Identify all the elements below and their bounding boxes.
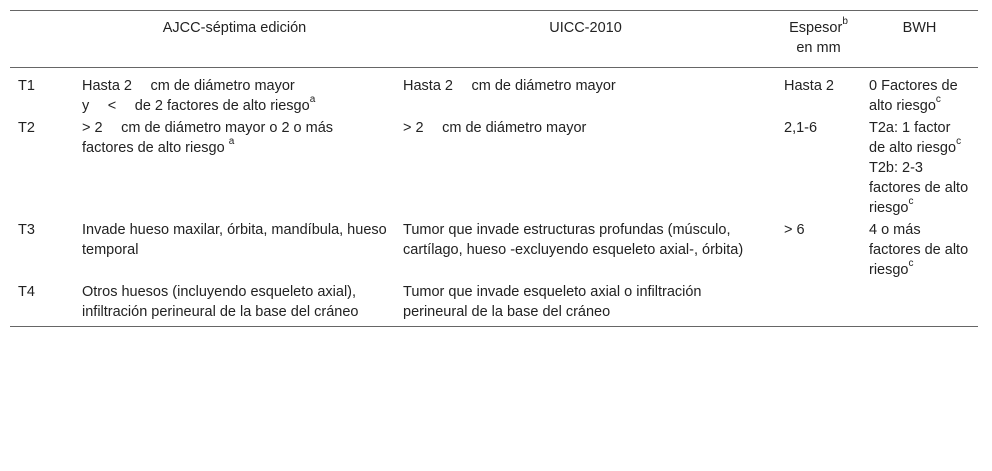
uicc-cell: > 2 cm de diámetro mayor: [403, 120, 587, 136]
bwh-text: 4 o más factores de alto riesgo: [869, 222, 969, 278]
bwh-cell: [861, 280, 978, 327]
header-ajcc: AJCC-séptima edición: [162, 20, 307, 36]
espesor-cell: 2,1-6: [784, 120, 818, 136]
bwh-cell: [861, 68, 978, 117]
bwh-text: T2b: 2-3 factores de alto riesgo: [869, 160, 969, 216]
footnote-marker: c: [935, 94, 941, 106]
espesor-cell: [776, 280, 861, 327]
ajcc-cell: [74, 116, 395, 218]
uicc-cell: Tumor que invade esqueleto axial o infiltración perineural de la base del cráneo: [403, 284, 702, 320]
header-row: [10, 11, 978, 68]
uicc-cell: Tumor que invade estructuras profundas (músculo, cartílago, hueso -excluyendo esqueleto axial-, órbita): [403, 222, 744, 258]
uicc-cell: Hasta 2 cm de diámetro mayor: [403, 78, 616, 94]
ajcc-cell: [74, 68, 395, 117]
stage-cell: T3: [18, 222, 35, 238]
espesor-cell: > 6: [784, 222, 805, 238]
bwh-t2b: [869, 158, 970, 218]
table-row: [10, 116, 978, 218]
footnote-marker: a: [309, 94, 316, 106]
table-row: [10, 280, 978, 327]
header-espesor-unit: en mm: [796, 40, 841, 56]
bwh-cell: [861, 218, 978, 280]
ajcc-cell: Invade hueso maxilar, órbita, mandíbula, hueso temporal: [82, 222, 387, 258]
footnote-marker: c: [956, 136, 962, 148]
stage-cell: T4: [18, 284, 35, 300]
header-espesor-footnote: b: [842, 16, 848, 28]
footnote-marker: c: [908, 196, 914, 208]
staging-table: [10, 10, 978, 327]
bwh-t2a: [869, 118, 970, 158]
table-row: [10, 68, 978, 117]
ajcc-text: y < de 2 factores de alto riesgo: [82, 98, 310, 114]
bwh-cell: [861, 116, 978, 218]
staging-table-container: [10, 10, 978, 327]
bwh-text: 0 Factores de alto riesgo: [869, 78, 958, 114]
header-bwh: BWH: [902, 20, 937, 36]
ajcc-text: > 2 cm de diámetro mayor o 2 o más factores de alto riesgo: [82, 120, 334, 156]
header-espesor: [776, 11, 861, 68]
table-row: [10, 218, 978, 280]
ajcc-text: Hasta 2 cm de diámetro mayor: [82, 78, 295, 94]
stage-cell: T2: [18, 120, 35, 136]
header-espesor-label: Espesor: [789, 20, 843, 36]
header-stage: [10, 11, 74, 68]
stage-cell: T1: [18, 78, 35, 94]
footnote-marker: a: [228, 136, 235, 148]
bwh-text: T2a: 1 factor de alto riesgo: [869, 120, 957, 156]
ajcc-cell: Otros huesos (incluyendo esqueleto axial), infiltración perineural de la base del cráneo: [82, 284, 359, 320]
footnote-marker: c: [908, 258, 914, 270]
header-uicc: UICC-2010: [549, 20, 622, 36]
espesor-cell: Hasta 2: [784, 78, 834, 94]
